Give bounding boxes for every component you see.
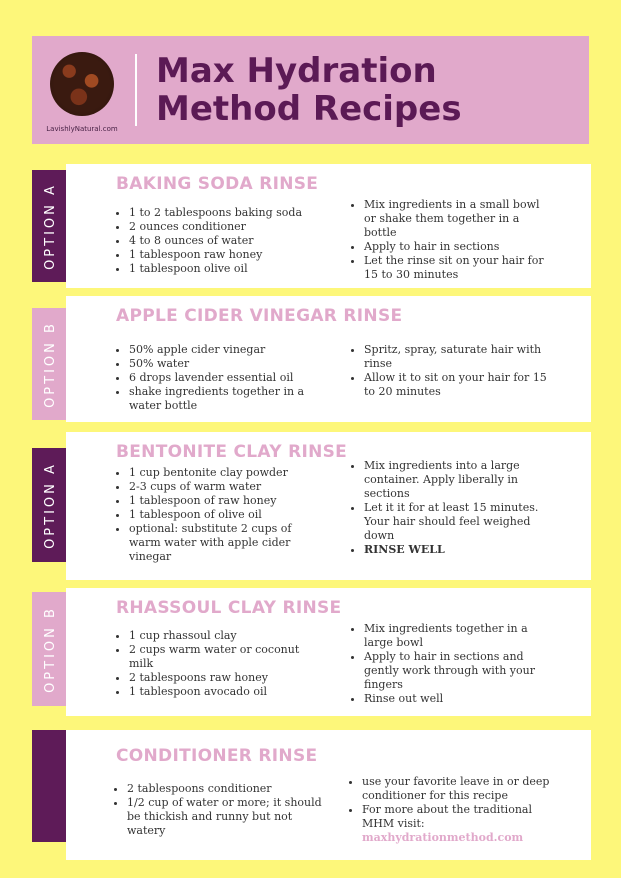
list-item: • Apply to hair in sections and gently work through with your fingers: [364, 650, 554, 692]
list-item: • RINSE WELL: [364, 543, 554, 557]
website-link[interactable]: maxhydrationmethod.com: [362, 831, 524, 844]
list-item: • 1 cup bentonite clay powder: [129, 466, 319, 480]
list-item: • 6 drops lavender essential oil: [129, 371, 319, 385]
list-item: • Mix ingredients together in a large bowl: [364, 622, 554, 650]
divider: [135, 54, 137, 126]
header-banner: [32, 36, 589, 144]
ingredients-list: [115, 206, 319, 276]
section-tab: OPTION A: [32, 170, 68, 282]
list-item-text: For more about the traditional MHM visit:: [362, 803, 532, 830]
list-item: • 1 tablespoon avocado oil: [129, 685, 319, 699]
title-line-2: Method Recipes: [156, 89, 462, 129]
list-item: • 1 cup rhassoul clay: [129, 629, 319, 643]
ingredients-list: [113, 782, 322, 838]
recipe-card: [66, 588, 591, 716]
list-item: • 50% apple cider vinegar: [129, 343, 319, 357]
recipe-card: [66, 296, 591, 422]
page-title: [156, 52, 462, 128]
recipe-title: APPLE CIDER VINEGAR RINSE: [116, 306, 403, 326]
list-item: • 2 cups warm water or coconut milk: [129, 643, 319, 671]
list-item: • optional: substitute 2 cups of warm water with apple cider vinegar: [129, 522, 319, 564]
recipe-title: BAKING SODA RINSE: [116, 174, 319, 194]
list-item: • 2 ounces conditioner: [129, 220, 319, 234]
list-item: • Mix ingredients in a small bowl or shake them together in a bottle: [364, 198, 554, 240]
list-item: • Allow it to sit on your hair for 15 to 20 minutes: [364, 371, 554, 399]
list-item: • use your favorite leave in or deep conditioner for this recipe: [362, 775, 562, 803]
recipe-card: [66, 432, 591, 580]
list-item: • Apply to hair in sections: [364, 240, 554, 254]
section-tab: OPTION B: [32, 308, 68, 420]
avatar: [50, 52, 114, 116]
list-item: • 1 tablespoon olive oil: [129, 262, 319, 276]
directions-list: [350, 343, 554, 399]
directions-list: [348, 775, 562, 845]
list-item: [362, 803, 562, 845]
directions-list: [350, 459, 554, 557]
recipe-card: [66, 730, 591, 860]
list-item: • 1 to 2 tablespoons baking soda: [129, 206, 319, 220]
directions-list: [350, 198, 554, 282]
list-item: • Let it it for at least 15 minutes. Your hair should feel weighed down: [364, 501, 554, 543]
list-item: • Rinse out well: [364, 692, 554, 706]
section-tab: [32, 730, 68, 842]
list-item: • Mix ingredients into a large container. Apply liberally in sections: [364, 459, 554, 501]
list-item: • Spritz, spray, saturate hair with rinse: [364, 343, 554, 371]
list-item: • Let the rinse sit on your hair for 15 to 30 minutes: [364, 254, 554, 282]
section-tab: OPTION A: [32, 448, 68, 562]
list-item: • 1 tablespoon of raw honey: [129, 494, 319, 508]
recipe-title: CONDITIONER RINSE: [116, 746, 318, 766]
list-item: • 2 tablespoons conditioner: [127, 782, 322, 796]
ingredients-list: [115, 343, 319, 413]
list-item: • 1 tablespoon of olive oil: [129, 508, 319, 522]
ingredients-list: [115, 466, 319, 564]
section-tab: OPTION B: [32, 592, 68, 706]
list-item: • 2-3 cups of warm water: [129, 480, 319, 494]
ingredients-list: [115, 629, 319, 699]
site-name: LavishlyNatural.com: [46, 125, 118, 133]
list-item: • 1 tablespoon raw honey: [129, 248, 319, 262]
list-item: • 1/2 cup of water or more; it should be thickish and runny but not watery: [127, 796, 322, 838]
directions-list: [350, 622, 554, 706]
recipe-title: BENTONITE CLAY RINSE: [116, 442, 348, 462]
list-item: • shake ingredients together in a water bottle: [129, 385, 319, 413]
list-item: • 50% water: [129, 357, 319, 371]
recipe-card: [66, 164, 591, 288]
list-item: • 2 tablespoons raw honey: [129, 671, 319, 685]
title-line-1: Max Hydration: [156, 51, 437, 91]
list-item: • 4 to 8 ounces of water: [129, 234, 319, 248]
recipe-title: RHASSOUL CLAY RINSE: [116, 598, 342, 618]
